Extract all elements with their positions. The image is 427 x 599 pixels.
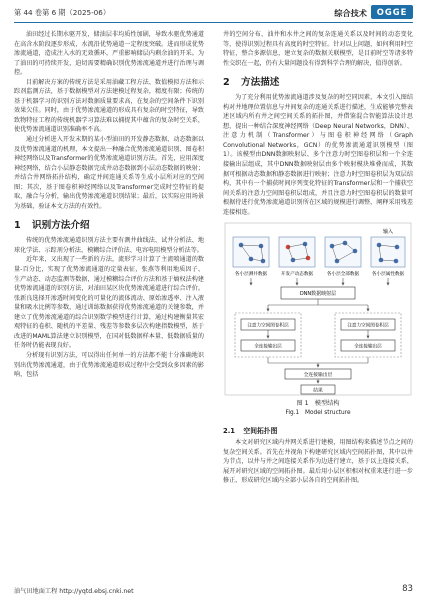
spatial-right: 注意力空间图卷积层 xyxy=(347,323,389,329)
left-column xyxy=(14,30,204,380)
right-column xyxy=(223,30,413,486)
model-diagram xyxy=(223,221,413,397)
trans-right: 全连接输出层 xyxy=(354,344,382,350)
header-rule xyxy=(14,22,413,23)
paragraph: 近年来，又出现了一些新的方法，流形学习计算了主流喷通道的数量-百分比，实现了优势渗流通道的定量表征，张燕等利用地质因子、生产动态、动态监测等数据，通过模糊综合评价方法和基于熵权法构建优势渗流通道的识别方法，对油田某区块优势渗流通道进行综合评价。张新良选择开渗透时间变化的可量化的流体流动、原始渗透率、注入液量和吸水比例等参数，通过训练数据获得优势渗流通道的关键参数，并建立了优势渗流通道的综合识别数学模型进行计算，通过构建衡量其宏观特征的卷积、随机的平差量、残差等参数多层次构建指数模型，基于改进的MAML算法建立识别模型，在国对低数据样本量、低数据质量的任务时仍能表现良好。 xyxy=(14,256,204,350)
paragraph: 本文对研究区域内井网关系进行建模，用图结构来描述节点之间的复杂空间关系。首先在井视角下构建研究区域内空间拓扑图，其中以井为节点，以井与井之间连接关系作为边进行建立，基于以上连接关系，展开对研究区域的空间拓扑图。最后用小层区积相对权重来进行进一步修正，形成研究区域内全部小层各自的空间拓扑图。 xyxy=(223,439,413,485)
figure-caption-en: Fig.1 Model structure xyxy=(285,410,351,417)
paragraph: 为了充分利用优势渗流通道涉及复杂的时空同因素，本文引入图结构对井地理位置信息与井间复杂的连通关系进行描述，生成能够完整表述区域内所有井之间空间关系的拓扑图，并借鉴混合智能算法设计思想，提出一种结合深度神经网络（Deep Neural Networks，DNN）、注意力机制（Transformer）与图卷积神经网络（Graph Convolutional Networks，GCN）的优势渗流通道识别模型（图1）。该模型由DNN数据映射层、多个注意力时空图卷积层和一个全连接输出层组成，其中DNN数据映射层由多个映射模块堆叠而成，其数据可根据动态数据和静态数据进行映射；注意力时空图卷积层为双层结构，其中有一个捕获时间序列变化特征的Transformer层和一个捕获空间关系的注意力空间图卷积层组成，并且注意力时空图卷积层的数量可根据待进行优势渗流通道识别所在区域的规模进行调整，阐释采用残差连接相连。 xyxy=(223,94,413,216)
graph-panel xyxy=(233,237,269,267)
paragraph: 传统的优势渗流通道识别方法主要有测井曲线法、试井分析法、地球化学法、示踪剂分析法、模糊综合评价法、电容电阻模型分析法等。 xyxy=(14,237,204,254)
subsection-heading xyxy=(223,425,413,435)
section-title: 识别方法介绍 xyxy=(32,220,90,232)
section-label: 综合技术 xyxy=(334,8,367,18)
box-all-layers: 各小层全部数据 xyxy=(326,272,360,278)
box-well-data: 开发产动态数据 xyxy=(280,272,314,278)
model-figure xyxy=(223,221,413,421)
paragraph: 分析现有识别方法，可以得出任何单一的方法都不能十分准确地识别出优势渗流通道，由于优势渗流通道形成过程中会受到众多因素的影响，包括 xyxy=(14,351,204,379)
section-heading xyxy=(14,217,204,231)
input-label: 输入 xyxy=(383,229,394,236)
page-number: 83 xyxy=(402,584,413,594)
paragraph: 目前解决方案的传统方法是采用油藏工程方法、数值模拟方法和示踪剂监测方法，基于数据模型对方法建模过程复杂，精度有限；传统的基于机器学习的识别方法对数据质量要求高，在复杂的空间条件下识别效果欠佳。同时，由于优势渗流通道的形成具有复杂的时空特征，导致致物特征工程的传统机器学习算法难以捕捉其中蕴含的复杂时空关系，使优势渗流通道识别准确率不高。 xyxy=(14,78,204,134)
dnn-label: DNN数据映射层 xyxy=(299,291,337,298)
box-multi: 各小层属性数据 xyxy=(371,272,405,278)
output-label: 结果 xyxy=(313,388,323,394)
paragraph: 井的空间分布、油井和水井之间的复杂连通关系以及时间的动态变化等，使得识别过程具有高度的时空特征。针对以上问题，如何利用时空特征，整合多源信息，建立复杂的数据关联模型，是目前时空等诸多特性交织在一起，仍有大量问题没有得到科学合理的解决，值得创新。 xyxy=(223,31,413,67)
spatial-left: 注意力空间图卷积层 xyxy=(247,323,289,329)
graph-panel xyxy=(279,237,315,267)
trans-left: 全连接输出层 xyxy=(254,344,282,350)
section-number: 2 xyxy=(223,77,230,89)
graph-panel xyxy=(371,237,405,267)
section-title: 方法描述 xyxy=(241,77,280,89)
issue-label: 第 44 卷第 6 期（2025-06） xyxy=(14,8,111,17)
section-heading xyxy=(223,74,413,88)
fc-label: 全连接输出层 xyxy=(303,373,333,379)
graph-panel xyxy=(325,237,361,267)
page-footer xyxy=(14,586,413,598)
paragraph: 油田经过长期水驱开发，储油层非均质性加剧，导致水驱优势通道在高含水阶段逐步形成，水流沿优势通道一定程度突破。进而形成优势渗流通道，造成注入水的无效循环，严重影响储层内剩余油的开采。为了油田的可持续开发，迫切需要精确识别优势渗流通道并进行治理与调控。 xyxy=(14,31,204,77)
box-well-log: 各小层测井数据 xyxy=(234,272,268,278)
figure-caption-cn: 图 1 模型结构 xyxy=(296,400,340,408)
journal-name: 油气田地面工程 http://yqtd.ebsj.cnki.net xyxy=(14,588,134,595)
subsection-number: 2.1 xyxy=(223,427,236,436)
subsection-title: 空间拓扑图 xyxy=(243,427,278,436)
section-number: 1 xyxy=(14,220,21,232)
journal-logo: OGGE xyxy=(371,5,413,19)
paragraph: 通过分析进入开发末期的某小型油田的开发静态数据、动态数据以及优势渗流通道的机理，本文提出一种融合优势渗流通道识别、图卷积神经网络以及Transformer的优势渗流通道识别方法。首先，应用深度神经网络，结合小层静态数据完成井动态数据到小层动态数据的映射；并结合井网络拓扑结构，确定并间连通关系等生成小层所对应的空间图；其次，基于图卷积神经网络以及Transformer完成时空特征的提取，融合与分析，输出优势渗流通道识别结果；最后，以实际应用场景为基础，验证本文方法的有效性。 xyxy=(14,136,204,210)
